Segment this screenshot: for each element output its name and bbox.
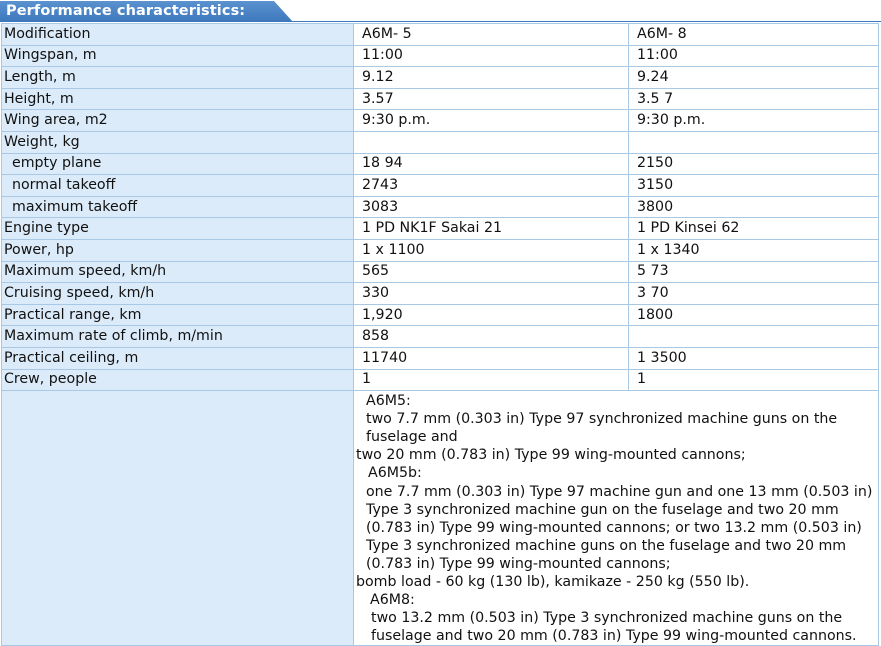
a6m8-value: 3.5 7: [629, 88, 879, 110]
a6m8-value: 2150: [629, 153, 879, 175]
a6m5-value: 18 94: [354, 153, 629, 175]
row-label: Practical ceiling, m: [2, 347, 354, 369]
a6m5-value: [354, 131, 629, 153]
a6m5-value: 565: [354, 261, 629, 283]
section-header: [0, 1, 881, 23]
armament-row: [2, 391, 879, 646]
table-row: [2, 175, 879, 197]
a6m5-value: A6M- 5: [354, 24, 629, 46]
a6m5-value: 3083: [354, 196, 629, 218]
table-row: [2, 88, 879, 110]
a6m8-armament-text: two 13.2 mm (0.503 in) Type 3 synchronized machine guns on the fuselage and two 20 mm (0.783 in) Type 99 wing-mounted cannons.: [371, 610, 857, 645]
armament-cell: [354, 391, 879, 646]
table-row: [2, 196, 879, 218]
a6m5-value: 11740: [354, 347, 629, 369]
a6m8-value: 3800: [629, 196, 879, 218]
row-label: empty plane: [2, 153, 354, 175]
row-label: Length, m: [2, 67, 354, 89]
table-row: [2, 369, 879, 391]
a6m8-value: 1 x 1340: [629, 239, 879, 261]
row-label: Height, m: [2, 88, 354, 110]
table-row: [2, 218, 879, 240]
performance-table: [1, 23, 879, 646]
row-label: Wing area, m2: [2, 110, 354, 132]
row-label: Practical range, km: [2, 304, 354, 326]
table-row: [2, 326, 879, 348]
row-label: Maximum speed, km/h: [2, 261, 354, 283]
table-row: [2, 24, 879, 46]
row-label: maximum takeoff: [2, 196, 354, 218]
table-row: [2, 45, 879, 67]
a6m5-value: 858: [354, 326, 629, 348]
table-row: [2, 261, 879, 283]
a6m5-value: 9:30 p.m.: [354, 110, 629, 132]
a6m5b-armament-text: one 7.7 mm (0.303 in) Type 97 machine gun and one 13 mm (0.503 in) Type 3 synchronized machine gun on the fuselage and two 20 mm (0.783 in) Type 99 wing-mounted cannons; or two 13.2 mm (0.503 in) Type 3 synchronized machine guns on the fuselage and two 20 mm (0.783 in) Type 99 wing-mounted cannons;: [366, 483, 873, 572]
a6m8-value: A6M- 8: [629, 24, 879, 46]
a6m5-value: 1 x 1100: [354, 239, 629, 261]
row-label: Weight, kg: [2, 131, 354, 153]
row-label: Modification: [2, 24, 354, 46]
table-row: [2, 283, 879, 305]
row-label: Maximum rate of climb, m/min: [2, 326, 354, 348]
a6m8-value: 1800: [629, 304, 879, 326]
a6m5-value: 330: [354, 283, 629, 305]
a6m5-armament-text: two 7.7 mm (0.303 in) Type 97 synchronized machine guns on the fuselage and: [366, 411, 838, 446]
table-row: [2, 110, 879, 132]
table-row: [2, 153, 879, 175]
section-header-rule: [0, 21, 881, 22]
a6m5-armament-title: A6M5:: [366, 393, 411, 410]
a6m5-value: 3.57: [354, 88, 629, 110]
a6m8-armament-title: A6M8:: [370, 592, 415, 609]
row-label: Cruising speed, km/h: [2, 283, 354, 305]
a6m8-value: 1: [629, 369, 879, 391]
a6m5-value: 1: [354, 369, 629, 391]
a6m5-value: 1,920: [354, 304, 629, 326]
a6m8-value: [629, 131, 879, 153]
a6m8-value: 3150: [629, 175, 879, 197]
row-label: Power, hp: [2, 239, 354, 261]
a6m5b-armament-title: A6M5b:: [368, 465, 422, 482]
row-label: Crew, people: [2, 369, 354, 391]
table-row: [2, 131, 879, 153]
a6m8-value: 9:30 p.m.: [629, 110, 879, 132]
a6m8-value: 5 73: [629, 261, 879, 283]
table-row: [2, 304, 879, 326]
a6m8-value: 11:00: [629, 45, 879, 67]
a6m5b-armament-text: bomb load - 60 kg (130 lb), kamikaze - 250 kg (550 lb).: [356, 574, 750, 591]
a6m5-value: 9.12: [354, 67, 629, 89]
a6m8-value: [629, 326, 879, 348]
a6m5-value: 2743: [354, 175, 629, 197]
table-row: [2, 347, 879, 369]
table-row: [2, 67, 879, 89]
section-title: Performance characteristics:: [6, 3, 246, 19]
a6m8-value: 1 3500: [629, 347, 879, 369]
a6m5-value: 11:00: [354, 45, 629, 67]
a6m5-value: 1 PD NK1F Sakai 21: [354, 218, 629, 240]
a6m8-value: 1 PD Kinsei 62: [629, 218, 879, 240]
row-label: normal takeoff: [2, 175, 354, 197]
armament-label-cell: [2, 391, 354, 646]
row-label: Engine type: [2, 218, 354, 240]
table-row: [2, 239, 879, 261]
row-label: Wingspan, m: [2, 45, 354, 67]
a6m8-value: 9.24: [629, 67, 879, 89]
a6m5-armament-text: two 20 mm (0.783 in) Type 99 wing-mounted cannons;: [356, 447, 746, 464]
a6m8-value: 3 70: [629, 283, 879, 305]
